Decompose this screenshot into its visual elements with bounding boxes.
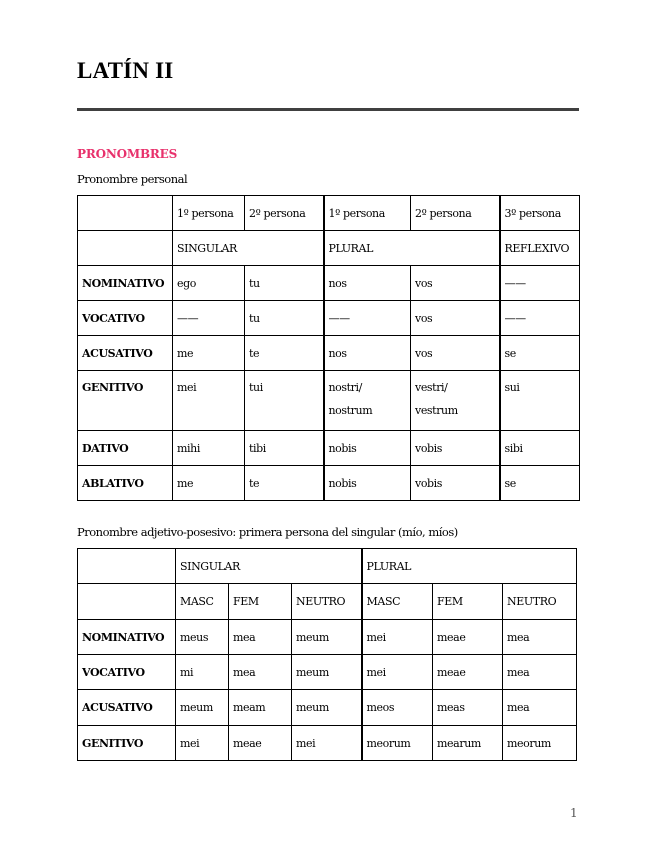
table-cell: se <box>500 336 580 371</box>
table-cell: meae <box>433 655 503 690</box>
table-row <box>78 655 577 690</box>
table-cell: nobis <box>324 466 411 501</box>
table-cell: vos <box>411 301 500 336</box>
table-cell: meum <box>176 690 229 726</box>
table-cell: vestri/ vestrum <box>411 371 500 431</box>
table-cell: te <box>245 466 324 501</box>
table-cell: nobis <box>324 431 411 466</box>
header-cell: 2º persona <box>411 196 500 231</box>
table-cell: tibi <box>245 431 324 466</box>
header-cell-plural: PLURAL <box>324 231 500 266</box>
page-title: LATÍN II <box>77 58 174 83</box>
case-label: ABLATIVO <box>78 466 173 501</box>
table-cell: nos <box>324 266 411 301</box>
table-corner-cell <box>78 196 173 231</box>
table-row <box>78 620 577 655</box>
table-cell: mearum <box>433 726 503 761</box>
case-label: VOCATIVO <box>78 301 173 336</box>
table-cell: meae <box>229 726 292 761</box>
header-cell: 2º persona <box>245 196 324 231</box>
header-cell: MASC <box>176 584 229 620</box>
table-row <box>78 266 580 301</box>
table-header-row <box>78 196 580 231</box>
table-cell: mei <box>292 726 362 761</box>
table-row <box>78 431 580 466</box>
case-label: NOMINATIVO <box>78 620 176 655</box>
header-cell-reflexive: REFLEXIVO <box>500 231 580 266</box>
table-cell: mei <box>173 371 245 431</box>
table-cell: sui <box>500 371 580 431</box>
header-cell: FEM <box>433 584 503 620</box>
header-cell-singular: SINGULAR <box>176 549 362 584</box>
case-label: ACUSATIVO <box>78 336 173 371</box>
page-number: 1 <box>570 806 578 820</box>
table-cell: vos <box>411 336 500 371</box>
table-cell: meae <box>433 620 503 655</box>
table-cell: meus <box>176 620 229 655</box>
table-cell: mea <box>503 655 577 690</box>
table-row <box>78 371 580 431</box>
header-cell: NEUTRO <box>503 584 577 620</box>
table-cell: meam <box>229 690 292 726</box>
case-label: GENITIVO <box>78 371 173 431</box>
table-cell: meum <box>292 655 362 690</box>
table-row <box>78 690 577 726</box>
table-row <box>78 336 580 371</box>
table-cell: vobis <box>411 431 500 466</box>
header-cell: FEM <box>229 584 292 620</box>
table-corner-cell <box>78 231 173 266</box>
table-cell: meorum <box>503 726 577 761</box>
header-cell: MASC <box>362 584 433 620</box>
header-cell: 1º persona <box>324 196 411 231</box>
table-cell: ego <box>173 266 245 301</box>
table-cell: nostri/ nostrum <box>324 371 411 431</box>
table-cell: sibi <box>500 431 580 466</box>
possessive-pronoun-table <box>77 548 577 761</box>
header-cell-singular: SINGULAR <box>173 231 324 266</box>
table-cell: tu <box>245 266 324 301</box>
case-label: NOMINATIVO <box>78 266 173 301</box>
table-cell: vos <box>411 266 500 301</box>
table-cell: meorum <box>362 726 433 761</box>
section-heading: PRONOMBRES <box>77 147 178 161</box>
header-cell: 3º persona <box>500 196 580 231</box>
table-row <box>78 726 577 761</box>
table-cell: mea <box>503 620 577 655</box>
table-cell: te <box>245 336 324 371</box>
table-cell: mei <box>362 655 433 690</box>
table-cell: mea <box>229 620 292 655</box>
table-corner-cell <box>78 584 176 620</box>
case-label: ACUSATIVO <box>78 690 176 726</box>
table-cell: nos <box>324 336 411 371</box>
table-cell: —— <box>324 301 411 336</box>
table-row <box>78 466 580 501</box>
table-header-row <box>78 549 577 584</box>
table-cell: —— <box>500 301 580 336</box>
table-cell: mea <box>503 690 577 726</box>
table-cell: se <box>500 466 580 501</box>
table-corner-cell <box>78 549 176 584</box>
table-cell: meas <box>433 690 503 726</box>
table-cell: —— <box>500 266 580 301</box>
table-row <box>78 301 580 336</box>
table-header-row <box>78 231 580 266</box>
case-label: VOCATIVO <box>78 655 176 690</box>
personal-pronoun-table <box>77 195 580 501</box>
table-cell: mea <box>229 655 292 690</box>
table-cell: meum <box>292 620 362 655</box>
case-label: DATIVO <box>78 431 173 466</box>
header-cell-plural: PLURAL <box>362 549 577 584</box>
table-cell: —— <box>173 301 245 336</box>
header-cell: NEUTRO <box>292 584 362 620</box>
possessive-pronoun-caption: Pronombre adjetivo-posesivo: primera persona del singular (mío, míos) <box>77 525 458 539</box>
table-cell: mei <box>176 726 229 761</box>
header-cell: 1º persona <box>173 196 245 231</box>
title-divider <box>77 108 579 111</box>
table-header-row <box>78 584 577 620</box>
personal-pronoun-caption: Pronombre personal <box>77 172 188 186</box>
table-cell: mihi <box>173 431 245 466</box>
table-cell: me <box>173 466 245 501</box>
table-cell: vobis <box>411 466 500 501</box>
table-cell: me <box>173 336 245 371</box>
case-label: GENITIVO <box>78 726 176 761</box>
table-cell: meos <box>362 690 433 726</box>
table-cell: tu <box>245 301 324 336</box>
table-cell: mei <box>362 620 433 655</box>
table-cell: meum <box>292 690 362 726</box>
table-cell: mi <box>176 655 229 690</box>
table-cell: tui <box>245 371 324 431</box>
